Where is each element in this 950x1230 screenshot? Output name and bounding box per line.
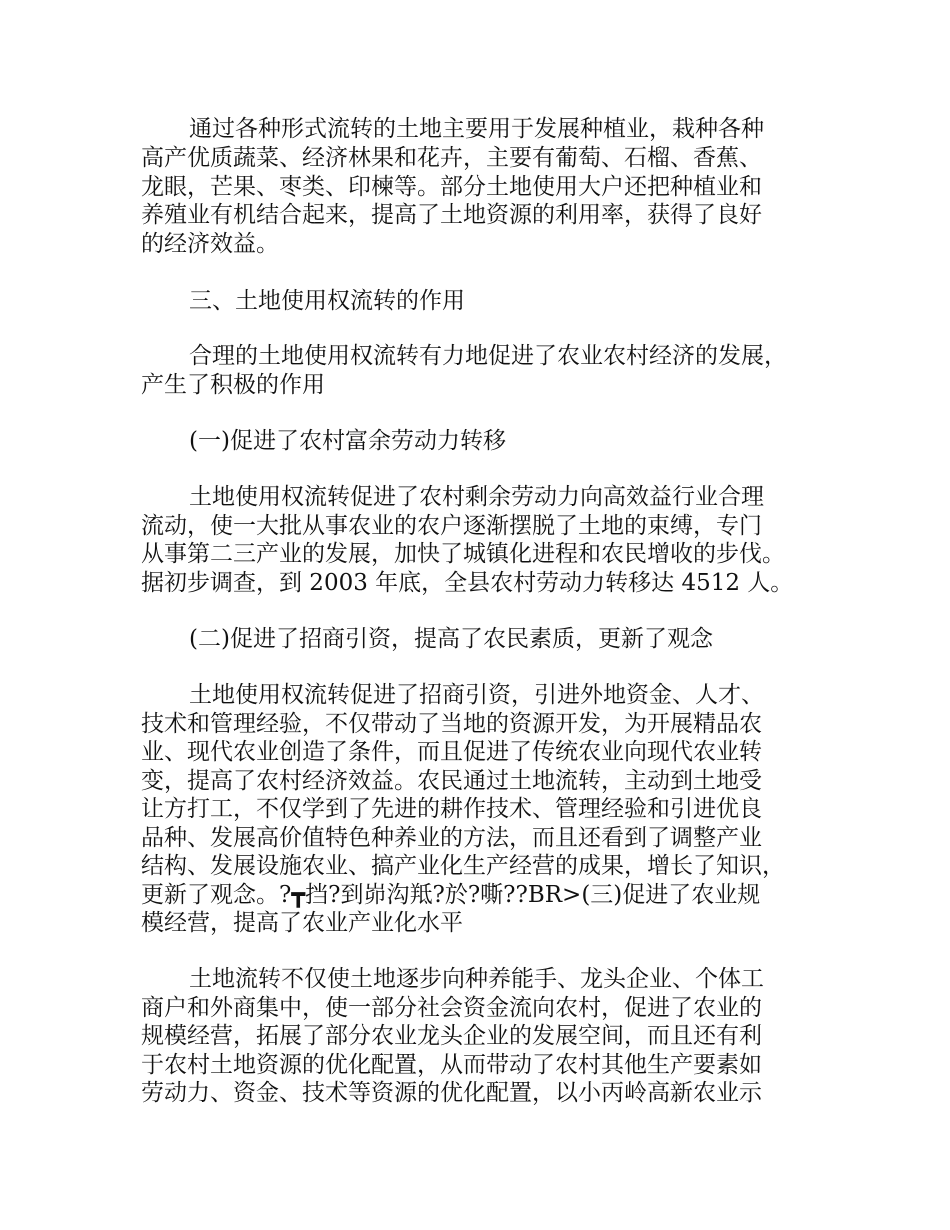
paragraph-4-line-7: 结构、发展设施农业、搞产业化生产经营的成果，增长了知识， bbox=[141, 853, 785, 879]
paragraph-3-line-4: 据初步调查，到 2003 年底，全县农村劳动力转移达 4512 人。 bbox=[141, 570, 794, 596]
paragraph-5-line-1: 土地流转不仅使土地逐步向种养能手、龙头企业、个体工 bbox=[189, 966, 764, 992]
section-heading-3: 三、土地使用权流转的作用 bbox=[189, 288, 465, 314]
paragraph-2-line-2: 产生了积极的作用 bbox=[141, 372, 325, 398]
paragraph-4-line-1: 土地使用权流转促进了招商引资，引进外地资金、人才、 bbox=[189, 682, 764, 708]
paragraph-4-line-5: 让方打工，不仅学到了先进的耕作技术、管理经验和引进优良 bbox=[141, 796, 762, 822]
paragraph-4-line-3: 业、现代农业创造了条件，而且促进了传统农业向现代农业转 bbox=[141, 739, 762, 765]
paragraph-4-line-6: 品种、发展高价值特色种养业的方法，而且还看到了调整产业 bbox=[141, 825, 762, 851]
paragraph-4-line-4: 变，提高了农村经济效益。农民通过土地流转，主动到土地受 bbox=[141, 768, 762, 794]
paragraph-1-line-3: 龙眼，芒果、枣类、印楝等。部分土地使用大户还把种植业和 bbox=[141, 174, 762, 200]
paragraph-5-line-4: 于农村土地资源的优化配置，从而带动了农村其他生产要素如 bbox=[141, 1052, 762, 1078]
paragraph-1-line-5: 的经济效益。 bbox=[141, 231, 279, 257]
paragraph-5-line-3: 规模经营，拓展了部分农业龙头企业的发展空间，而且还有利 bbox=[141, 1023, 762, 1049]
paragraph-2-line-1: 合理的土地使用权流转有力地促进了农业农村经济的发展， bbox=[189, 343, 787, 369]
paragraph-5-line-5: 劳动力、资金、技术等资源的优化配置，以小丙岭高新农业示 bbox=[141, 1080, 762, 1106]
paragraph-5-line-2: 商户和外商集中，使一部分社会资金流向农村，促进了农业的 bbox=[141, 995, 762, 1021]
paragraph-4-line-8: 更新了观念。?┳挡?到峁沟羝?於?嘶??BR>(三)促进了农业规 bbox=[141, 882, 761, 908]
paragraph-3-line-3: 从事第二三产业的发展，加快了城镇化进程和农民增收的步伐。 bbox=[141, 541, 785, 567]
subheading-1: (一)促进了农村富余劳动力转移 bbox=[189, 428, 506, 454]
subheading-2: (二)促进了招商引资，提高了农民素质，更新了观念 bbox=[189, 626, 713, 652]
paragraph-1-line-4: 养殖业有机结合起来，提高了土地资源的利用率，获得了良好 bbox=[141, 202, 762, 228]
paragraph-1-line-2: 高产优质蔬菜、经济林果和花卉，主要有葡萄、石榴、香蕉、 bbox=[141, 145, 762, 171]
paragraph-3-line-1: 土地使用权流转促进了农村剩余劳动力向高效益行业合理 bbox=[189, 484, 764, 510]
paragraph-3-line-2: 流动，使一大批从事农业的农户逐渐摆脱了土地的束缚，专门 bbox=[141, 513, 762, 539]
paragraph-4-line-2: 技术和管理经验，不仅带动了当地的资源开发，为开展精品农 bbox=[141, 711, 762, 737]
paragraph-1-line-1: 通过各种形式流转的土地主要用于发展种植业，栽种各种 bbox=[189, 116, 764, 142]
paragraph-4-line-9: 模经营，提高了农业产业化水平 bbox=[141, 910, 463, 936]
